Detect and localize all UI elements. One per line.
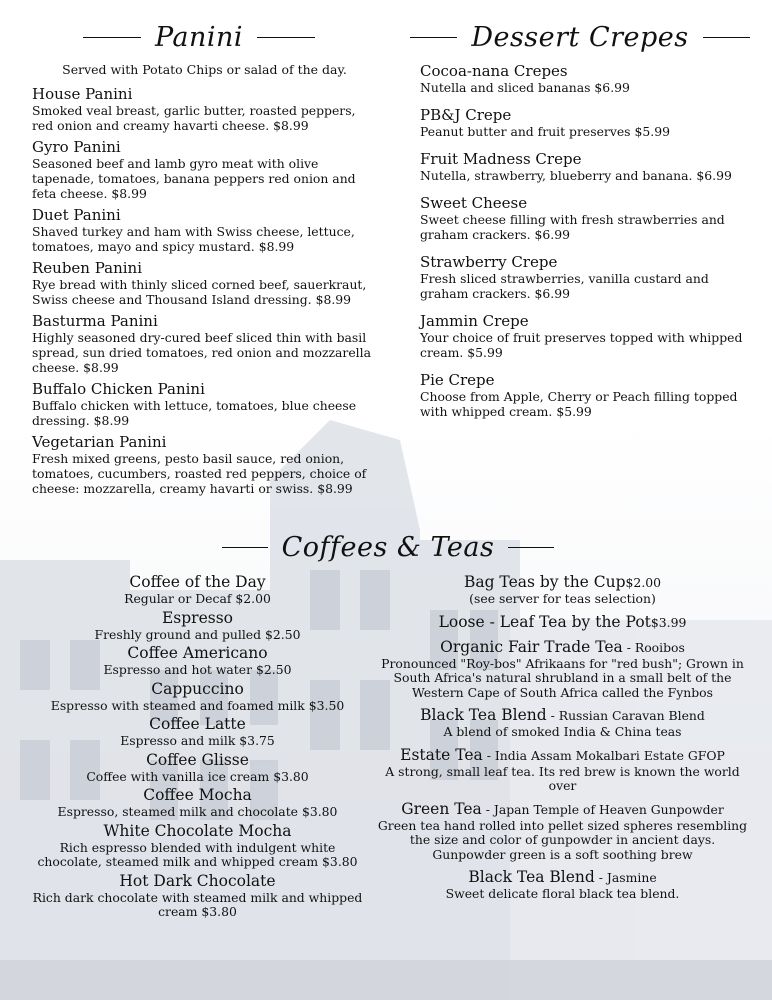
item-description <box>420 212 755 242</box>
panini-item <box>32 259 377 307</box>
coffees-item <box>30 751 365 785</box>
item-desc-text: Espresso with steamed and foamed milk <box>50 697 305 713</box>
header-rule-left <box>83 37 141 39</box>
item-name: Cocoa-nana Crepes <box>420 62 568 80</box>
item-name <box>375 868 750 887</box>
item-desc-text: Rye bread with thinly sliced corned beef, sauerkraut, Swiss cheese and Thousand Island dressing. <box>32 277 367 307</box>
item-desc-text: Highly seasoned dry-cured beef sliced thin with basil spread, sun dried tomatoes, red onion and mozzarella cheese. <box>32 330 371 375</box>
item-name <box>375 613 750 632</box>
item-description <box>32 398 377 428</box>
coffees-item <box>30 573 365 607</box>
dessert-item <box>420 253 755 301</box>
item-desc-text: Fresh mixed greens, pesto basil sauce, red onion, tomatoes, cucumbers, roasted red peppers, choice of cheese: mozzarella, creamy havarti or swiss. <box>32 451 367 496</box>
panini-title: Panini <box>154 22 244 53</box>
panini-item <box>32 85 377 133</box>
item-description <box>32 330 377 375</box>
dessert-item <box>420 62 755 95</box>
tea-variety: $2.00 <box>625 575 662 590</box>
tea-name: Bag Teas by the Cup <box>463 573 626 591</box>
tea-name: Black Tea Blend <box>420 706 547 724</box>
item-desc-text: Rich espresso blended with indulgent white chocolate, steamed milk and whipped cream <box>37 839 336 869</box>
tea-item <box>375 573 750 607</box>
tea-item <box>375 638 750 701</box>
item-desc-text: Your choice of fruit preserves topped with whipped cream. <box>420 330 743 360</box>
panini-item <box>32 206 377 254</box>
coffees-item <box>30 822 365 870</box>
item-desc-text: Coffee with vanilla ice cream <box>86 768 270 784</box>
item-name: Hot Dark Chocolate <box>119 871 276 890</box>
header-rule-right <box>508 547 554 549</box>
item-name: Coffee Glisse <box>146 750 249 769</box>
item-price: $5.99 <box>556 404 592 419</box>
item-price: $8.99 <box>273 118 309 133</box>
item-price: $3.80 <box>201 904 237 919</box>
item-desc-text: Buffalo chicken with lettuce, tomatoes, blue cheese dressing. <box>32 398 357 428</box>
item-desc-text: Nutella, strawberry, blueberry and banana. <box>420 168 693 183</box>
header-rule-left <box>222 547 268 549</box>
tea-item <box>375 613 750 632</box>
tea-name: Estate Tea <box>400 745 483 764</box>
item-description <box>420 168 755 183</box>
item-description <box>32 224 377 254</box>
item-description: Green tea hand rolled into pellet sized spheres resembling the size and color of gunpowder in ancient days. Gunpowder green is a soft soothing brew <box>377 817 748 862</box>
item-description <box>30 663 365 678</box>
item-desc-text: Rich dark chocolate with steamed milk and whipped cream <box>32 889 363 919</box>
item-name: Pie Crepe <box>420 371 495 389</box>
item-desc-text: Freshly ground and pulled <box>94 626 262 642</box>
header-rule-left <box>410 37 457 39</box>
item-name <box>375 706 750 725</box>
tea-item <box>375 800 750 863</box>
item-description <box>30 628 365 643</box>
item-name: Fruit Madness Crepe <box>420 150 582 168</box>
item-name: Reuben Panini <box>32 259 143 277</box>
coffees-title: Coffees & Teas <box>281 532 495 563</box>
dessert-title: Dessert Crepes <box>471 22 689 53</box>
tea-name: Loose - Leaf Tea by the Pot <box>438 612 651 631</box>
item-price: $8.99 <box>317 481 353 496</box>
item-price: $3.75 <box>239 733 275 748</box>
tea-name: Black Tea Blend <box>468 868 595 886</box>
item-description <box>30 841 365 870</box>
item-description <box>32 451 377 496</box>
item-description <box>420 271 755 301</box>
item-name: Vegetarian Panini <box>32 433 167 451</box>
item-price: $3.80 <box>322 854 358 869</box>
item-price: $8.99 <box>258 239 295 254</box>
dessert-item <box>420 150 755 183</box>
header-rule-right <box>257 37 315 39</box>
item-name: Coffee Mocha <box>143 786 252 804</box>
item-price: $3.50 <box>308 697 345 713</box>
item-price: $6.99 <box>534 227 570 242</box>
panini-item <box>32 138 377 201</box>
tea-variety: - Jasmine <box>594 870 657 885</box>
item-name: Basturma Panini <box>32 312 158 330</box>
item-description <box>420 330 755 360</box>
panini-item <box>32 312 377 375</box>
item-price: $6.99 <box>534 286 570 301</box>
item-desc-text: Espresso, steamed milk and chocolate <box>57 804 299 819</box>
item-name: White Chocolate Mocha <box>103 821 292 840</box>
dessert-section <box>420 62 755 430</box>
item-name: Espresso <box>161 608 233 627</box>
item-desc-text: Nutella and sliced bananas <box>420 80 591 95</box>
dessert-item <box>420 106 755 139</box>
panini-list <box>32 85 377 496</box>
tea-variety: $3.99 <box>650 614 687 630</box>
panini-header <box>78 22 320 53</box>
tea-name: Green Tea <box>401 799 482 818</box>
coffees-item <box>30 715 365 749</box>
item-description: A strong, small leaf tea. Its red brew is known the world over <box>385 763 740 793</box>
item-price: $8.99 <box>93 413 130 428</box>
tea-item <box>375 706 750 740</box>
item-name <box>375 573 750 592</box>
tea-variety: - India Assam Mokalbari Estate GFOP <box>482 747 725 763</box>
item-description: Sweet delicate floral black tea blend. <box>445 886 680 901</box>
tea-item <box>375 868 750 902</box>
item-desc-text: Regular or Decaf <box>124 591 232 606</box>
item-description <box>30 770 365 785</box>
tea-variety: - Russian Caravan Blend <box>546 708 705 723</box>
panini-subtitle: Served with Potato Chips or salad of the day. <box>62 62 347 77</box>
item-name: Cappuccino <box>151 679 244 698</box>
item-description <box>32 277 377 307</box>
item-desc-text: Espresso and milk <box>120 733 236 748</box>
item-desc-text: Espresso and hot water <box>103 662 253 677</box>
item-name: Gyro Panini <box>32 138 121 156</box>
item-price: $2.00 <box>235 591 271 606</box>
tea-name: Organic Fair Trade Tea <box>440 637 623 656</box>
item-price: $3.80 <box>301 804 338 819</box>
item-description <box>30 699 365 714</box>
item-price: $6.99 <box>696 168 732 183</box>
panini-section <box>32 62 377 501</box>
item-description: Pronounced "Roy-bos" Afrikaans for "red bush"; Grown in South Africa's natural shrubland in a small belt of the Western Cape of South Africa called the Fynbos <box>381 655 744 700</box>
item-price: $5.99 <box>467 345 503 360</box>
item-name <box>375 638 750 657</box>
item-name: Coffee of the Day <box>129 573 266 591</box>
item-description <box>30 805 365 820</box>
item-description <box>30 734 365 749</box>
coffees-item <box>30 609 365 643</box>
item-desc-text: Shaved turkey and ham with Swiss cheese, lettuce, tomatoes, mayo and spicy mustard. <box>32 224 355 254</box>
coffees-item <box>30 786 365 820</box>
item-name <box>375 746 750 765</box>
item-price: $2.50 <box>256 662 292 677</box>
item-desc-text: Peanut butter and fruit preserves <box>420 124 631 139</box>
item-description: A blend of smoked India & China teas <box>443 724 682 739</box>
panini-item <box>32 380 377 428</box>
item-name: Coffee Latte <box>149 715 246 733</box>
tea-variety: - Rooibos <box>622 639 685 655</box>
coffees-item <box>30 680 365 714</box>
coffees-header <box>222 532 554 563</box>
dessert-item <box>420 371 755 419</box>
item-description <box>420 80 755 95</box>
dessert-item <box>420 194 755 242</box>
coffees-section <box>30 573 365 922</box>
coffee-list <box>30 573 365 920</box>
item-price: $5.99 <box>634 124 670 139</box>
item-price: $3.80 <box>273 768 309 784</box>
item-price: $8.99 <box>315 292 352 307</box>
coffees-item <box>30 872 365 920</box>
dessert-header <box>410 22 750 53</box>
item-price: $6.99 <box>594 80 630 95</box>
item-description <box>420 124 755 139</box>
item-name: Duet Panini <box>32 206 121 224</box>
item-description <box>32 156 377 201</box>
dessert-item <box>420 312 755 360</box>
item-description: (see server for teas selection) <box>469 591 656 606</box>
item-name: Sweet Cheese <box>420 194 528 212</box>
coffees-item <box>30 644 365 678</box>
tea-item <box>375 746 750 794</box>
item-desc-text: Sweet cheese filling with fresh strawberries and graham crackers. <box>420 212 725 242</box>
item-desc-text: Choose from Apple, Cherry or Peach filling topped with whipped cream. <box>420 389 738 419</box>
item-price: $8.99 <box>83 360 119 375</box>
item-description <box>30 891 365 920</box>
panini-item <box>32 433 377 496</box>
item-name: Jammin Crepe <box>420 312 529 330</box>
header-rule-right <box>703 37 750 39</box>
item-desc-text: Fresh sliced strawberries, vanilla custard and graham crackers. <box>420 271 709 301</box>
dessert-list <box>420 62 755 419</box>
teas-section <box>375 573 750 908</box>
item-price: $2.50 <box>265 626 301 642</box>
item-description <box>30 592 365 607</box>
item-name: Strawberry Crepe <box>420 253 558 271</box>
item-price: $8.99 <box>111 186 147 201</box>
item-name: Coffee Americano <box>127 644 268 662</box>
item-name: Buffalo Chicken Panini <box>32 380 205 398</box>
item-description <box>420 389 755 419</box>
item-name <box>375 800 750 819</box>
item-name: House Panini <box>32 85 133 103</box>
item-desc-text: Smoked veal breast, garlic butter, roasted peppers, red onion and creamy havarti cheese. <box>32 103 356 133</box>
item-name: PB&J Crepe <box>420 106 512 124</box>
item-description <box>32 103 377 133</box>
item-desc-text: Seasoned beef and lamb gyro meat with olive tapenade, tomatoes, banana peppers red onion and feta cheese. <box>32 156 356 201</box>
tea-variety: - Japan Temple of Heaven Gunpowder <box>481 801 724 817</box>
tea-list <box>375 573 750 902</box>
